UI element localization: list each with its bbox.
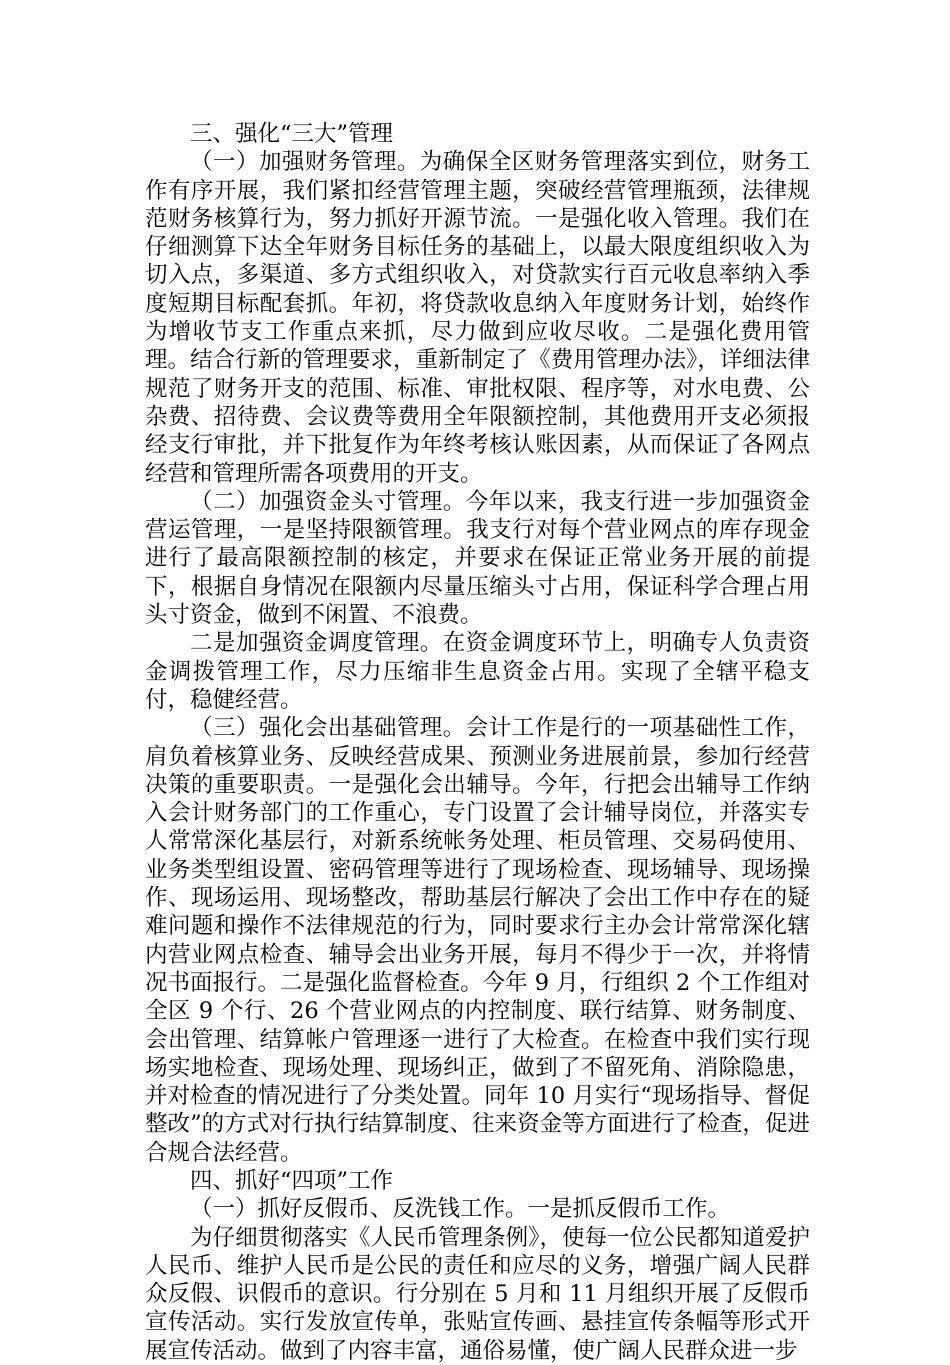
paragraph-accounting-management: （三）强化会出基础管理。会计工作是行的一项基础性工作，肩负着核算业务、反映经营成果、预测业务进展前景，参加行经营决策的重要职责。一是强化会出辅导。今年，行把会出辅导工作纳入会计财务部门的工作重心，专门设置了会计辅导岗位，并落实专人常常深化基层行，对新系统帐务处理、柜员管理、交易码使用、业务类型组设置、密码管理等进行了现场检查、现场辅导、现场操作、现场运用、现场整改，帮助基层行解决了会出工作中存在的疑难问题和操作不法律规范的行为，同时要求行主办会计常常深化辖内营业网点检查、辅导会出业务开展，每月不得少于一次，并将情况书面报行。二是强化监督检查。今年 9 月，行组织 2 个工作组对全区 9 个行、26 个营业网点的内控制度、联行结算、财务制度、会出管理、结算帐户管理逐一进行了大检查。在检查中我们实行现场实地检查、现场处理、现场纠正，做到了不留死角、消除隐患，并对检查的情况进行了分类处置。同年 10 月实行“现场指导、督促整改”的方式对行执行结算制度、往来资金等方面进行了检查，促进合规合法经营。 — [145, 715, 810, 1166]
section-heading-three: 三、强化“三大”管理 — [190, 121, 394, 147]
document-body — [145, 120, 810, 1365]
paragraph-anti-counterfeit-intro: （一）抓好反假币、反洗钱工作。一是抓反假币工作。 — [190, 1196, 731, 1223]
paragraph-fund-dispatch-management: 二是加强资金调度管理。在资金调度环节上，明确专人负责资金调拨管理工作，尽力压缩非生息资金占用。实现了全辖平稳支付，稳健经营。 — [145, 630, 810, 713]
section-heading-four: 四、抓好“四项”工作 — [190, 1167, 394, 1194]
paragraph-anti-counterfeit-campaign: 为仔细贯彻落实《人民币管理条例》，使每一位公民都知道爱护人民币、维护人民币是公民的责任和应尽的义务，增强广阔人民群众反假、识假币的意识。行分别在 5 月和 11 月组织开展了反假币宣传活动。实行发放宣传单，张贴宣传画、悬挂宣传条幅等形式开展宣传活动。做到了内容丰富，通俗易懂，使广阔人民群众进一步 — [145, 1224, 810, 1364]
paragraph-finance-management: （一）加强财务管理。为确保全区财务管理落实到位，财务工作有序开展，我们紧扣经营管理主题，突破经营管理瓶颈，法律规范财务核算行为，努力抓好开源节流。一是强化收入管理。我们在仔细测算下达全年财务目标任务的基础上，以最大限度组织收入为切入点，多渠道、多方式组织收入，对贷款实行百元收息率纳入季度短期目标配套抓。年初，将贷款收息纳入年度财务计划，始终作为增收节支工作重点来抓，尽力做到应收尽收。二是强化费用管理。结合行新的管理要求，重新制定了《费用管理办法》，详细法律规范了财务开支的范围、标准、审批权限、程序等，对水电费、公杂费、招待费、会议费等费用全年限额控制，其他费用开支必须报经支行审批，并下批复作为年终考核认账因素，从而保证了各网点经营和管理所需各项费用的开支。 — [145, 149, 810, 487]
paragraph-fund-position-management: （二）加强资金头寸管理。今年以来，我支行进一步加强资金营运管理，一是坚持限额管理。我支行对每个营业网点的库存现金进行了最高限额控制的核定，并要求在保证正常业务开展的前提下，根据自身情况在限额内尽量压缩头寸占用，保证科学合理占用头寸资金，做到不闲置、不浪费。 — [145, 488, 810, 629]
